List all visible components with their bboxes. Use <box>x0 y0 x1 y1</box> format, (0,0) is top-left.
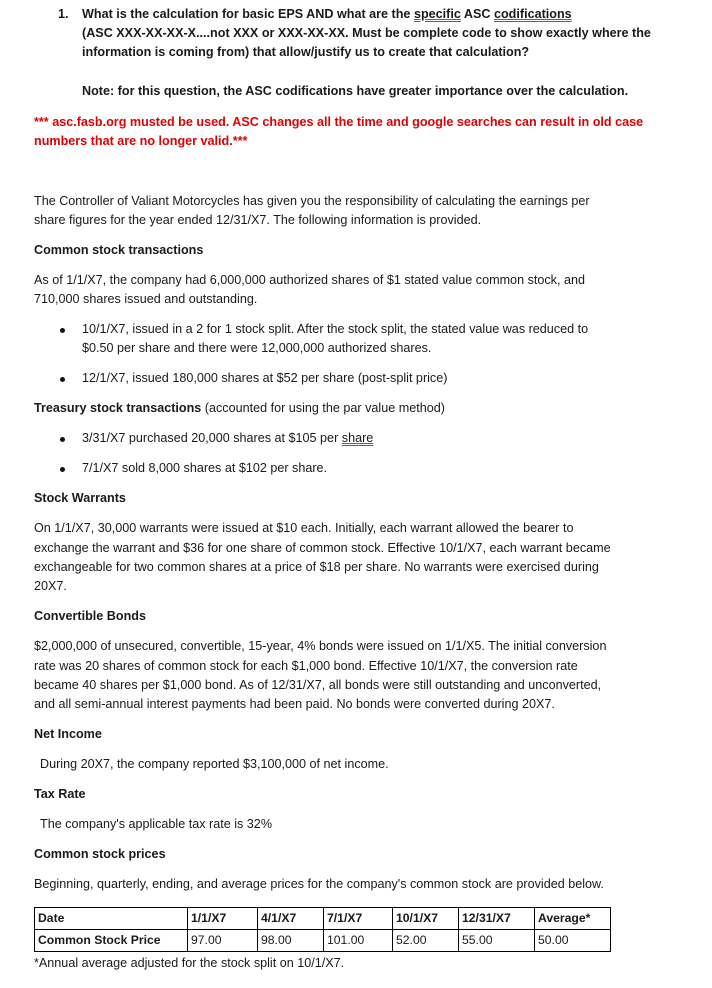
table-cell: 97.00 <box>188 930 258 952</box>
net-income-text: During 20X7, the company reported $3,100,000 of net income. <box>40 757 389 771</box>
table-cell: Average* <box>535 908 611 930</box>
question-text: What is the calculation for basic EPS AND what are the <box>82 7 414 21</box>
table-row <box>35 930 611 952</box>
warrants-line-2: exchange the warrant and $36 for one share of common stock. Effective 10/1/X7, each warrant became <box>34 541 611 555</box>
common-stock-p1-line-2: 710,000 shares issued and outstanding. <box>34 292 258 306</box>
table-cell: 10/1/X7 <box>393 908 459 930</box>
table-cell: 12/31/X7 <box>459 908 535 930</box>
treasury-purchase-text: 3/31/X7 purchased 20,000 shares at $105 per <box>82 431 342 445</box>
share-issue-item: 12/1/X7, issued 180,000 shares at $52 per share (post-split price) <box>82 371 448 385</box>
table-cell: 50.00 <box>535 930 611 952</box>
table-cell: 52.00 <box>393 930 459 952</box>
bullet-icon <box>60 437 65 442</box>
prices-intro: Beginning, quarterly, ending, and average prices for the company's common stock are provided below. <box>34 877 604 891</box>
question-text: ASC <box>460 7 494 21</box>
question-note: Note: for this question, the ASC codifications have greater importance over the calculation. <box>82 84 629 98</box>
bullet-icon <box>60 328 65 333</box>
warrants-line-4: 20X7. <box>34 579 67 593</box>
table-header-row <box>35 908 611 930</box>
intro-line-2: share figures for the year ended 12/31/X7. The following information is provided. <box>34 213 482 227</box>
table-cell: 98.00 <box>258 930 324 952</box>
bullet-icon <box>60 467 65 472</box>
bonds-line-1: $2,000,000 of unsecured, convertible, 15-year, 4% bonds were issued on 1/1/X5. The initial conversion <box>34 639 607 653</box>
prices-heading: Common stock prices <box>34 847 166 861</box>
tax-rate-text: The company's applicable tax rate is 32% <box>40 817 273 831</box>
question-number: 1. <box>58 7 69 21</box>
share-word: share <box>341 431 374 445</box>
table-cell: Common Stock Price <box>35 930 188 952</box>
treasury-heading <box>34 401 445 415</box>
net-income-heading: Net Income <box>34 727 102 741</box>
common-stock-heading: Common stock transactions <box>34 243 204 257</box>
bullet-icon <box>60 377 65 382</box>
table-footnote: *Annual average adjusted for the stock split on 10/1/X7. <box>34 956 345 970</box>
bonds-heading: Convertible Bonds <box>34 609 146 623</box>
question-line-1 <box>82 7 572 21</box>
stock-split-line-1: 10/1/X7, issued in a 2 for 1 stock split. After the stock split, the stated value was reduced to <box>82 322 589 336</box>
treasury-heading-title: Treasury stock transactions <box>34 401 202 415</box>
intro-line-1: The Controller of Valiant Motorcycles has given you the responsibility of calculating the earnings per <box>34 194 590 208</box>
question-line-2: (ASC XXX-XX-XX-X....not XXX or XXX-XX-XX. Must be complete code to show exactly where the <box>82 26 651 40</box>
question-line-3: information is coming from) that allow/justify us to create that calculation? <box>82 45 530 59</box>
table-cell: Date <box>35 908 188 930</box>
stock-split-line-2: $0.50 per share and there were 12,000,000 authorized shares. <box>82 341 432 355</box>
tax-rate-heading: Tax Rate <box>34 787 86 801</box>
warning-line-2: numbers that are no longer valid.*** <box>34 134 248 148</box>
codifications-word: codifications <box>493 7 572 21</box>
table-cell: 7/1/X7 <box>324 908 393 930</box>
treasury-heading-note: (accounted for using the par value method) <box>201 401 445 415</box>
bonds-line-3: became 40 shares per $1,000 bond. As of 12/31/X7, all bonds were still outstanding and unconverted, <box>34 678 602 692</box>
warrants-heading: Stock Warrants <box>34 491 126 505</box>
specific-word: specific <box>413 7 461 21</box>
warning-line-1: *** asc.fasb.org musted be used. ASC changes all the time and google searches can result in old case <box>34 115 644 129</box>
table-cell: 55.00 <box>459 930 535 952</box>
warrants-line-1: On 1/1/X7, 30,000 warrants were issued at $10 each. Initially, each warrant allowed the bearer to <box>34 521 574 535</box>
bonds-line-4: and all semi-annual interest payments had been paid. No bonds were converted during 20X7. <box>34 697 555 711</box>
table-cell: 1/1/X7 <box>188 908 258 930</box>
bonds-line-2: rate was 20 shares of common stock for each $1,000 bond. Effective 10/1/X7, the conversion rate <box>34 659 578 673</box>
treasury-sale-item: 7/1/X7 sold 8,000 shares at $102 per share. <box>82 461 328 475</box>
stock-price-table <box>34 907 611 952</box>
treasury-purchase-item <box>82 431 373 445</box>
table-cell: 4/1/X7 <box>258 908 324 930</box>
warrants-line-3: exchangeable for two common shares at a price of $18 per share. No warrants were exercised during <box>34 560 599 574</box>
table-cell: 101.00 <box>324 930 393 952</box>
common-stock-p1-line-1: As of 1/1/X7, the company had 6,000,000 authorized shares of $1 stated value common stock, and <box>34 273 585 287</box>
